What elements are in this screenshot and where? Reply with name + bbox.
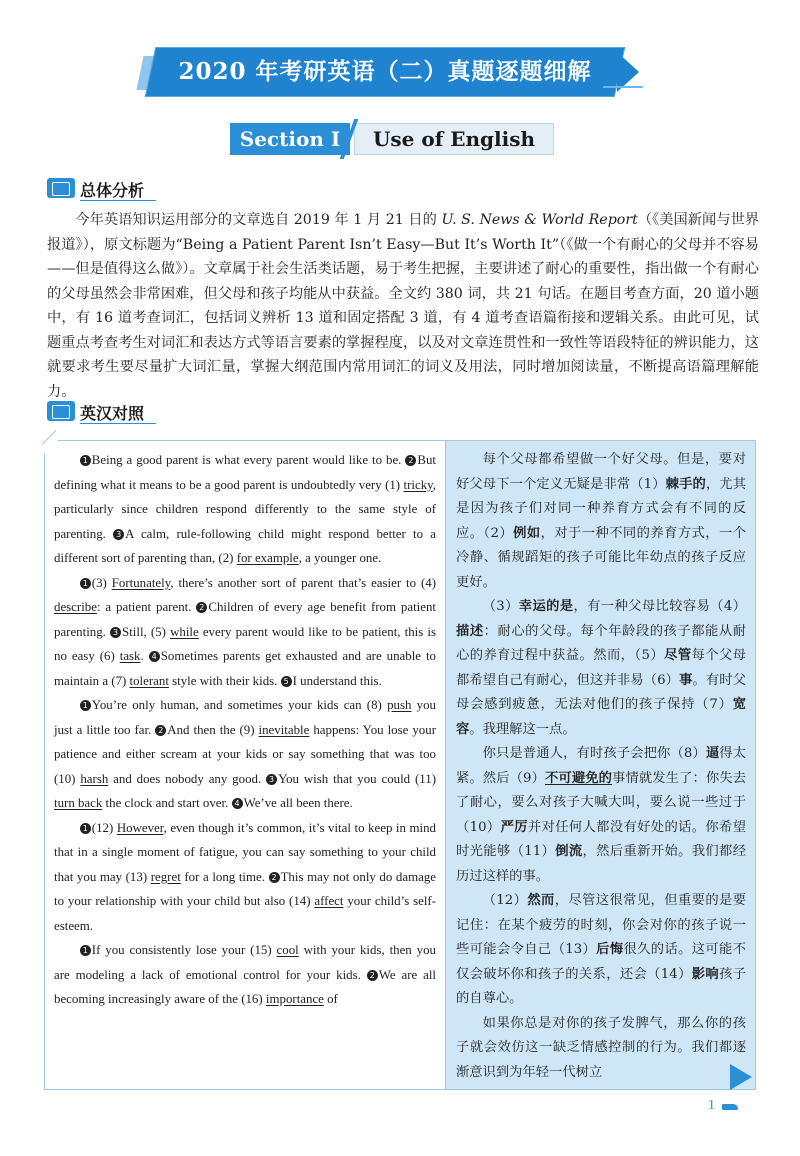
chinese-answer: 不可避免的 [545,770,613,786]
english-column [54,448,436,1012]
chinese-text: 。有时父母会感到疲惫，无法对他们的孩子保持（7） [456,672,746,712]
chinese-paragraph [456,1012,746,1086]
english-answer: turn back [54,796,103,810]
english-text: (3) [91,575,112,590]
english-answer: importance [265,992,324,1006]
sentence-number: 2 [269,872,280,883]
chinese-answer: 例如 [513,525,541,541]
english-text: , there’s another sort of parent that’s easier to (4) [170,575,436,590]
sentence-number: 2 [155,725,166,736]
chinese-answer: 影响 [691,966,720,982]
english-answer: harsh [80,771,109,786]
english-answer: while [170,624,199,639]
chinese-text: 并对任何人都没有好处的话。你希望时光能够（11） [456,819,747,859]
sentence-number: 1 [80,823,91,834]
chinese-text: 每个父母都希望自己有耐心，但这并非易（6） [456,648,747,688]
chinese-answer: 宽容 [456,697,746,737]
chinese-text: （3） [482,599,519,614]
chinese-text: ，有一种父母比较容易（4） [573,599,746,614]
chinese-text: 每个父母都希望做一个好父母。但是，要对好父母下一个定义无疑是非常（1） [456,452,746,492]
chinese-answer: 棘手的 [665,476,706,492]
analysis-source: U. S. News & World Report [441,212,638,228]
english-text: , a younger one. [298,551,382,565]
sentence-number: 4 [232,798,243,809]
english-text: Sometimes parents get exhausted and are unable to maintain a (7) [54,649,437,688]
chinese-paragraph [456,448,746,595]
chinese-text: ，尤其是因为孩子们对同一种养育方式会有不同的反应。（2） [456,476,746,541]
column-divider [445,441,446,1089]
english-paragraph [54,448,436,571]
english-text: for a long time. [180,869,269,884]
english-answer: cool [276,943,299,957]
english-text: Still, (5) [122,624,171,639]
english-answer: regret [150,869,181,884]
chinese-answer: 事 [679,672,693,688]
english-text: . [140,649,149,663]
chinese-text: ，然后重新开始。我们都经历过这样的事。 [456,844,747,884]
chinese-text: ：耐心的父母。每个年龄段的孩子都能从耐心的养育过程中获益。然而，（5） [456,623,747,663]
analysis-text-1: 今年英语知识运用部分的文章选自 2019 年 1 月 21 日的 [75,212,442,228]
english-answer: affect [314,894,344,908]
chinese-answer: 幸运的是 [518,599,574,614]
english-answer: for example [236,551,299,565]
english-text: of [323,992,338,1006]
sentence-number: 3 [113,529,124,540]
english-text: (12) [91,820,117,835]
english-text: happens: You lose your patience and either scream at your kids or say something that was too (10) [54,722,436,786]
chinese-answer: 严厉 [500,819,528,835]
english-text: If you consistently lose your (15) [91,943,277,957]
chinese-answer: 逼 [705,746,720,761]
english-answer: inevitable [258,722,310,737]
chinese-answer: 然而 [527,893,555,908]
chinese-text: ，尽管这很常见，但重要的是要记住：在某个疲劳的时刻，你会对你的孩子说一些可能会令自己（13） [456,893,747,957]
english-text: every parent would like to be patient, this is no easy (6) [54,624,436,663]
english-text: , even though it’s common, it’s vital to keep in mind that in a single moment of fatigue, you can say something to your child that you may (13) [54,820,437,884]
compare-heading: 英汉对照 [80,404,145,423]
chinese-text: 很久的话。这可能不仅会破坏你和孩子的关系，还会（14） [456,942,747,982]
chinese-text: ，对于一种不同的养育方式，一个冷静、循规蹈矩的孩子可能比年幼点的孩子反应更好。 [456,525,747,590]
english-paragraph [54,571,436,694]
chinese-paragraph [456,889,746,1012]
sentence-number: 5 [281,676,292,687]
chinese-text: （12） [482,893,528,908]
sentence-number: 1 [80,700,91,711]
english-text: I understand this. [292,673,382,688]
compare-heading-underline [80,423,156,424]
english-answer: tolerant [129,673,169,688]
sentence-number: 3 [266,774,277,785]
sentence-number: 2 [367,970,378,981]
english-answer: Fortunately [111,575,171,590]
sentence-number: 2 [196,602,207,613]
chinese-paragraph [456,742,746,889]
chinese-text: 事情就发生了：你失去了耐心，要么对孩子大喊大叫，要么说一些过于（10） [456,770,746,835]
chinese-text: 。我理解这一点。 [469,721,576,737]
english-text: But defining what it means to be a good parent is undoubtedly very (1) [54,453,436,492]
sentence-number: 2 [405,455,416,466]
chinese-answer: 后悔 [596,942,624,957]
english-text: Children of every age benefit from patient parenting. [54,600,436,639]
english-paragraph [54,938,436,1012]
english-text: with your kids, then you are modeling a lack of emotional control for your kids. [54,943,436,982]
english-paragraph [54,816,436,939]
section-label: Section Ⅰ [239,127,341,151]
sentence-number: 1 [80,578,91,589]
sentence-number: 4 [149,651,160,662]
english-text: : a patient parent. [96,600,197,614]
chinese-text: 你只是普通人，有时孩子会把你（8） [482,746,706,761]
english-text: This may not only do damage to your relationship with your child but also (14) [54,869,437,908]
analysis-heading: 总体分析 [80,181,145,200]
english-text: We’ve all been there. [243,796,353,810]
sentence-number: 1 [80,945,91,956]
english-answer: task [119,649,141,663]
english-answer: describe [54,600,97,614]
english-text: You wish that you could (11) [278,771,436,786]
book-icon [47,401,75,421]
sentence-number: 1 [80,455,91,466]
chinese-answer: 倒流 [555,844,583,859]
english-text: You’re only human, and sometimes your kids can (8) [91,698,388,712]
graduation-cap-icon [722,1104,738,1110]
english-text: your child’s self-esteem. [54,894,436,933]
chinese-answer: 描述 [456,623,484,639]
sentence-number: 3 [110,627,121,638]
analysis-paragraph [47,208,759,404]
page-number: 1 [708,1098,715,1113]
english-text: Being a good parent is what every parent would like to be. [91,453,406,467]
english-text: and does nobody any good. [108,771,267,786]
chinese-paragraph [456,595,746,742]
english-answer: push [387,698,412,712]
english-text: the clock and start over. [102,796,232,810]
chinese-column [456,448,746,1085]
english-answer: However [116,820,164,835]
chinese-text: 如果你总是对你的孩子发脾气，那么你的孩子就会效仿这一缺乏情感控制的行为。我们都逐渐意识到为年轻一代树立 [456,1015,746,1080]
chinese-text: 孩子的自尊心。 [456,966,747,1006]
chinese-text: 得太紧。然后（9） [456,746,746,786]
analysis-heading-underline [80,200,156,201]
english-answer: tricky [403,477,433,492]
analysis-text-2: （《美国新闻与世界报道》），原文标题为“Being a Patient Parent Isn’t Easy—But It’s Worth It”（《做一个有耐心的父母并不容易——但是值得这么做》）。文章属于社会生活类话题，易于考生把握，主要讲述了耐心的重要性，指出做一个有耐心的父母虽然会非常困难，但父母和孩子均能从中获益。全文约 380 词，共 21 句话。在题目考查方面，20 道小题中，有 16 道考查词汇，包括词义辨析 13 道和固定搭配 3 道，有 4 道考查语篇衔接和逻辑关系。由此可见，试题重点考查考生对词汇和表达方式等语言要素的掌握程度，以及对文章连贯性和一致性等语段特征的辨识能力，这就要求考生要尽量扩大词汇量，掌握大纲范围内常用词汇的词义及用法，同时增加阅读量，不断提高语篇理解能力。 [47,212,760,400]
english-paragraph [54,693,436,816]
english-text: you just a little too far. [54,698,437,737]
section-name: Use of English [372,127,536,151]
english-text: , particularly since children respond differently to the same style of parenting. [54,477,436,541]
english-text: A calm, rule-following child might respond better to a different sort of parenting than, (2) [54,526,436,565]
english-text: We are all becoming increasingly aware of the (16) [54,967,436,1006]
english-text: style with their kids. [168,673,281,688]
chinese-answer: 尽管 [664,648,692,663]
book-icon [47,178,75,198]
english-text: And then the (9) [167,722,259,737]
page-title: 2020 年考研英语（二）真题逐题细解 [178,58,592,85]
